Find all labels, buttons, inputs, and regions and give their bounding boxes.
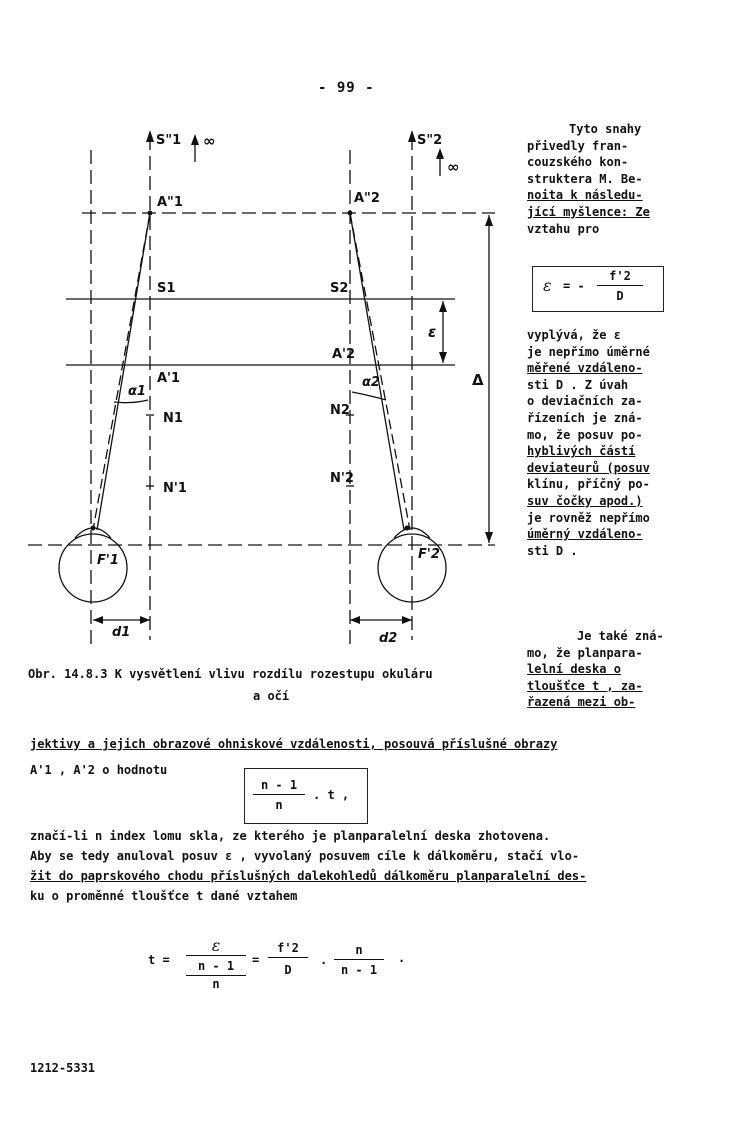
label-a2-prime: A'2 xyxy=(332,347,356,362)
label-inf1: ∞ xyxy=(203,132,216,150)
delta-arrow-top xyxy=(485,215,493,226)
label-a1-top: A"1 xyxy=(157,195,183,210)
side-line: přivedly fran- xyxy=(527,138,629,153)
side-text-c xyxy=(527,628,677,711)
d2-arrow-left xyxy=(350,616,360,624)
formula3-lhs: t = xyxy=(148,953,170,967)
formula3-f3-num: n xyxy=(334,942,384,960)
side-line: mo, že posuv po- xyxy=(527,427,643,442)
label-f1-prime: F'1 xyxy=(97,553,119,568)
side-line: struktera M. Be- xyxy=(527,171,643,186)
d2-arrow-right xyxy=(402,616,412,624)
optical-diagram xyxy=(0,120,520,660)
eps-arrow-bot xyxy=(439,352,447,363)
delta-arrow-bot xyxy=(485,532,493,543)
left-ray-b xyxy=(97,213,150,530)
body-line: A'1 , A'2 o hodnotu xyxy=(30,763,168,777)
label-s2: S2 xyxy=(330,281,349,296)
formula2-den: n xyxy=(275,798,283,812)
d1-arrow-right xyxy=(140,616,150,624)
side-line: hyblivých částí xyxy=(527,444,636,459)
side-line: o deviačních za- xyxy=(527,394,643,409)
side-text-b xyxy=(527,327,677,559)
side-line: Tyto snahy xyxy=(569,122,642,136)
side-line: suv čočky apod.) xyxy=(527,493,643,508)
page-number: - 99 - xyxy=(318,80,375,96)
side-line: měřené vzdáleno- xyxy=(527,361,643,376)
body-line: ku o proměnné tloušťce t dané vztahem xyxy=(30,889,298,903)
side-line: noita k následu- xyxy=(527,188,643,203)
formula3-eq: = xyxy=(252,953,260,967)
formula1-den: D xyxy=(616,289,624,303)
formula2-num: n - 1 xyxy=(253,777,305,795)
label-n1: N1 xyxy=(163,411,183,426)
formula-epsilon-box xyxy=(532,266,664,312)
side-line: vztahu pro xyxy=(527,221,600,236)
side-line: klínu, příčný po- xyxy=(527,477,650,492)
formula3-f1-num: ε xyxy=(186,936,246,956)
formula1-eq: = - xyxy=(563,279,585,293)
label-alpha2: α2 xyxy=(362,375,380,390)
label-a2-top: A"2 xyxy=(354,191,380,206)
label-n1-prime: N'1 xyxy=(163,481,187,496)
label-s1: S1 xyxy=(157,281,176,296)
side-line: úměrný vzdáleno- xyxy=(527,527,643,542)
side-line: couzského kon- xyxy=(527,155,629,170)
figure-caption: Obr. 14.8.3 K vysvětlení vlivu rozdílu rozestupu okuláru xyxy=(28,667,433,681)
a2-top-dot xyxy=(348,211,353,216)
formula-t xyxy=(148,936,418,996)
right-ray-b xyxy=(350,213,404,530)
side-line: řízeních je zná- xyxy=(527,410,643,425)
side-line: je rovněž nepřímo xyxy=(527,510,650,525)
formula1-lhs: ε xyxy=(543,276,552,295)
body-line: žit do paprskového chodu příslušných dalekohledů dálkoměru planparalelní des- xyxy=(30,869,587,883)
s2-arrowhead xyxy=(408,130,416,142)
side-line: lelní deska o xyxy=(527,662,621,677)
formula3-dot: . xyxy=(320,953,328,967)
side-line: je nepřímo úměrné xyxy=(527,344,650,359)
label-d1: d1 xyxy=(112,625,131,640)
label-delta: Δ xyxy=(472,371,484,389)
formula3-f3-den: n - 1 xyxy=(340,963,378,977)
eps-arrow-top xyxy=(439,301,447,312)
footer-code: 1212-5331 xyxy=(30,1061,96,1075)
right-ray-a xyxy=(350,213,410,530)
label-alpha1: α1 xyxy=(128,384,146,399)
label-s1-top: S"1 xyxy=(156,133,182,148)
side-line: mo, že planpara- xyxy=(527,645,643,660)
inf1-arrowhead xyxy=(191,134,199,145)
body-line: Aby se tedy anuloval posuv ε , vyvolaný posuvem cíle k dálkoměru, stačí vlo- xyxy=(30,849,580,863)
a1-top-dot xyxy=(148,211,153,216)
label-n2: N2 xyxy=(330,403,350,418)
label-inf2: ∞ xyxy=(447,158,460,176)
f2-dot xyxy=(405,526,410,531)
side-text-a xyxy=(527,121,677,237)
formula3-f2-den: D xyxy=(284,963,292,977)
f1-dot xyxy=(91,526,96,531)
formula3-f1-den-bot: n xyxy=(212,977,220,991)
figure-caption-cont: a očí xyxy=(253,689,290,703)
body-line: značí-li n index lomu skla, ze kterého je planparalelní deska zhotovena. xyxy=(30,829,551,843)
formula3-f1-den-top: n - 1 xyxy=(186,958,246,976)
inf2-arrowhead xyxy=(436,148,444,159)
label-a1-prime: A'1 xyxy=(157,371,181,386)
formula1-num: f'2 xyxy=(597,268,643,286)
formula3-end: . xyxy=(398,951,406,965)
label-f2-prime: F'2 xyxy=(418,547,440,562)
d1-arrow-left xyxy=(93,616,103,624)
body-paragraph xyxy=(30,826,586,906)
label-n2-prime: N'2 xyxy=(330,471,354,486)
side-line: Je také zná- xyxy=(577,629,664,643)
label-epsilon: ε xyxy=(428,323,437,341)
side-line: sti D . Z úvah xyxy=(527,377,629,392)
side-line: sti D . xyxy=(527,543,578,558)
side-line: vyplývá, že ε xyxy=(527,328,621,342)
formula2-tail: . t , xyxy=(313,788,350,802)
s1-arrowhead xyxy=(146,130,154,142)
label-s2-top: S"2 xyxy=(417,133,443,148)
side-line: řazená mezi ob- xyxy=(527,695,636,710)
body-line: jektivy a jejich obrazové ohniskové vzdálenosti, posouvá příslušné obrazy xyxy=(30,737,558,751)
side-line: tloušťce t , za- xyxy=(527,678,643,693)
left-eye-circle xyxy=(59,534,127,602)
label-d2: d2 xyxy=(379,631,398,646)
formula-n-box xyxy=(244,768,368,824)
side-line: jící myšlence: Ze xyxy=(527,204,650,219)
formula3-f2-num: f'2 xyxy=(268,940,308,958)
side-line: deviateurů (posuv xyxy=(527,460,650,475)
